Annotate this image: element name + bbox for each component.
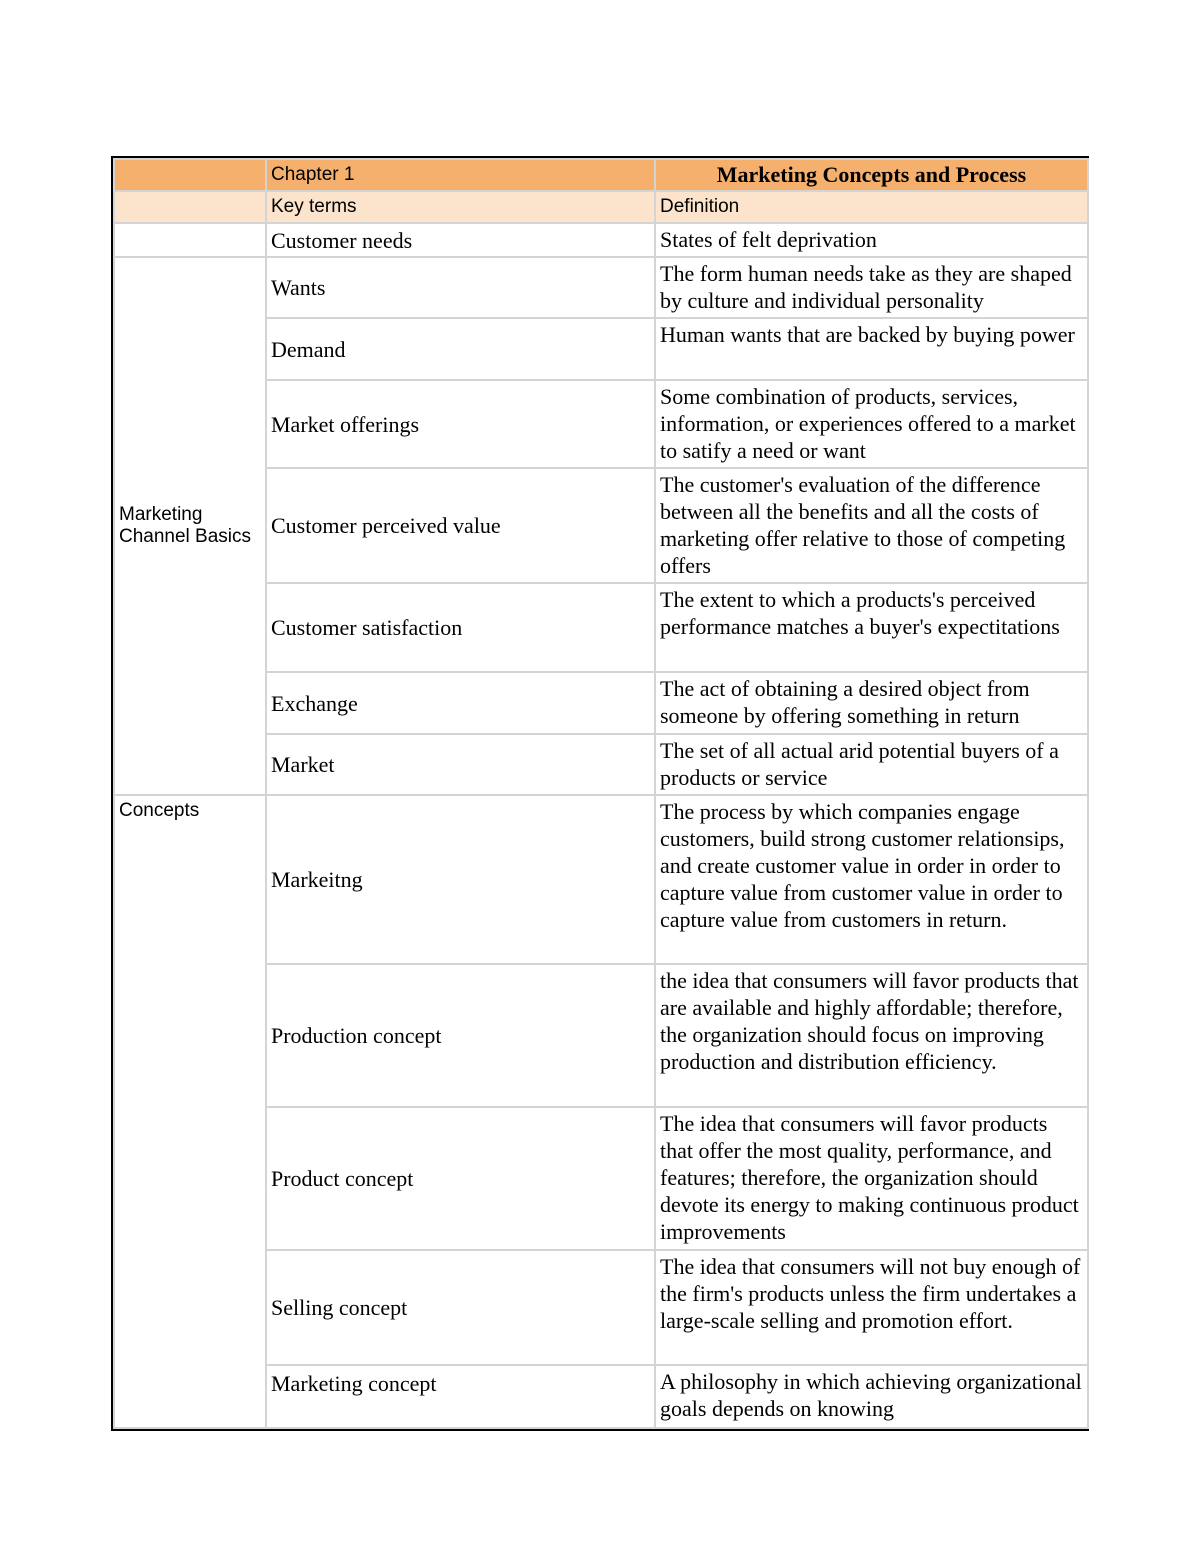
definition-cell: States of felt deprivation xyxy=(655,223,1088,257)
term-cell: Market xyxy=(266,734,655,795)
category-cell-concepts: Concepts xyxy=(114,795,266,1428)
definition-cell: Human wants that are backed by buying power xyxy=(655,318,1088,380)
term-cell: Customer needs xyxy=(266,223,655,257)
term-cell: Production concept xyxy=(266,964,655,1107)
chapter-label: Chapter 1 xyxy=(266,159,655,191)
chapter-title: Marketing Concepts and Process xyxy=(655,159,1088,191)
column-header-key-terms: Key terms xyxy=(266,191,655,223)
chapter-header-row xyxy=(114,159,1088,191)
term-cell: Selling concept xyxy=(266,1250,655,1365)
column-header-definition: Definition xyxy=(655,191,1088,223)
definition-cell: The customer's evaluation of the difference between all the benefits and all the costs of marketing offer relative to those of competing offers xyxy=(655,468,1088,583)
definition-cell: The form human needs take as they are shaped by culture and individual personality xyxy=(655,257,1088,318)
column-header-row xyxy=(114,191,1088,223)
definition-cell: The process by which companies engage customers, build strong customer relationsips, and create customer value in order in order to capture value from customer value in order to capture value from customers in return. xyxy=(655,795,1088,964)
definition-cell: Some combination of products, services, information, or experiences offered to a market to satify a need or want xyxy=(655,380,1088,468)
term-cell: Markeitng xyxy=(266,795,655,964)
definition-cell: A philosophy in which achieving organizational goals depends on knowing xyxy=(655,1365,1088,1428)
definition-cell: The idea that consumers will not buy enough of the firm's products unless the firm undertakes a large-scale selling and promotion effort. xyxy=(655,1250,1088,1365)
term-cell: Demand xyxy=(266,318,655,380)
definition-cell: The idea that consumers will favor products that offer the most quality, performance, and features; therefore, the organization should devote its energy to making continuous product improvements xyxy=(655,1107,1088,1250)
definition-cell: the idea that consumers will favor products that are available and highly affordable; therefore, the organization should focus on improving production and distribution efficiency. xyxy=(655,964,1088,1107)
table-row xyxy=(114,223,1088,257)
definition-cell: The set of all actual arid potential buyers of a products or service xyxy=(655,734,1088,795)
term-cell: Market offerings xyxy=(266,380,655,468)
term-cell: Wants xyxy=(266,257,655,318)
term-cell: Marketing concept xyxy=(266,1365,655,1428)
definition-cell: The extent to which a products's perceived performance matches a buyer's expectitations xyxy=(655,583,1088,672)
category-cell-empty xyxy=(114,223,266,257)
key-terms-table xyxy=(113,158,1089,1429)
term-cell: Customer satisfaction xyxy=(266,583,655,672)
chapter-header-blank xyxy=(114,159,266,191)
column-header-blank xyxy=(114,191,266,223)
category-cell-basics: Marketing Channel Basics xyxy=(114,257,266,795)
definition-cell: The act of obtaining a desired object from someone by offering something in return xyxy=(655,672,1088,734)
table-row xyxy=(114,257,1088,318)
term-cell: Customer perceived value xyxy=(266,468,655,583)
key-terms-sheet xyxy=(111,156,1089,1431)
term-cell: Exchange xyxy=(266,672,655,734)
table-row xyxy=(114,795,1088,964)
term-cell: Product concept xyxy=(266,1107,655,1250)
